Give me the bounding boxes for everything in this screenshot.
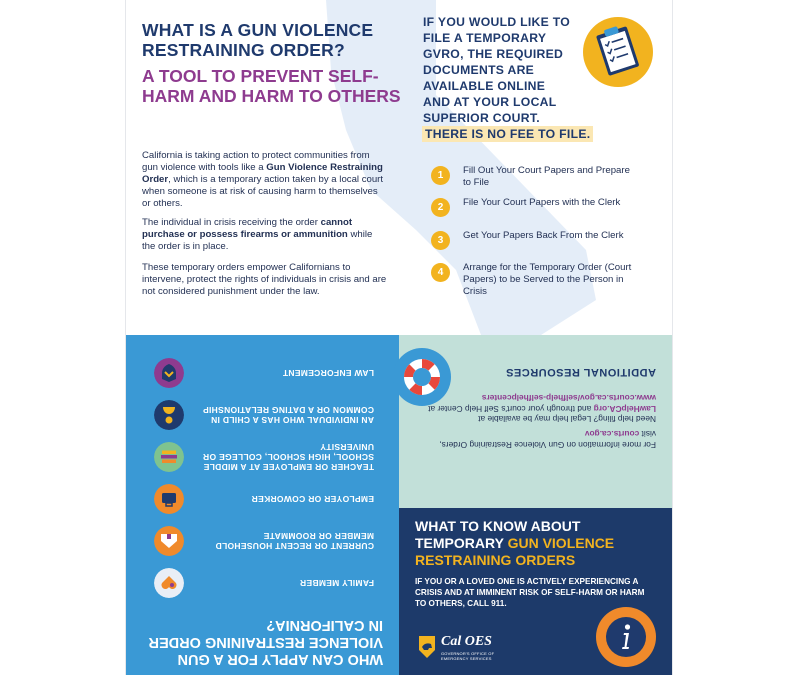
step-number-badge: 3 bbox=[431, 231, 450, 250]
step-text: Get Your Papers Back From the Clerk bbox=[463, 230, 624, 241]
lawhelp-link[interactable]: LawHelpCA.org bbox=[593, 404, 656, 414]
step-text: Arrange for the Temporary Order (Court Papers) to be Served to the Person in Crisis bbox=[463, 262, 632, 297]
clipboard-checklist-icon bbox=[582, 16, 654, 88]
petitioner-label: CURRENT OR RECENT HOUSEHOLD MEMBER OR ROOMMATE bbox=[215, 531, 374, 551]
briefcase-icon bbox=[154, 484, 184, 514]
petitioner-label: FAMILY MEMBER bbox=[299, 578, 374, 588]
step-text: Fill Out Your Court Papers and Prepare to File bbox=[463, 165, 630, 188]
additional-resources-panel bbox=[399, 335, 672, 508]
page-subtitle: A TOOL TO PREVENT SELF-HARM AND HARM TO OTHERS bbox=[142, 66, 401, 106]
house-icon bbox=[154, 526, 184, 556]
books-icon bbox=[154, 442, 184, 472]
step-number-badge: 1 bbox=[431, 166, 450, 185]
crisis-call-911-note: IF YOU OR A LOVED ONE IS ACTIVELY EXPERIENCING A CRISIS AND AT IMMINENT RISK OF SELF-HARM OR HARM TO OTHERS, CALL 911. bbox=[415, 577, 645, 608]
cal-oes-logo-subtitle: GOVERNOR'S OFFICE OF EMERGENCY SERVICES bbox=[441, 651, 495, 661]
page-title: WHAT IS A GUN VIOLENCE RESTRAINING ORDER? bbox=[142, 20, 374, 60]
step-text: File Your Court Papers with the Clerk bbox=[463, 197, 621, 208]
no-fee-note: THERE IS NO FEE TO FILE. bbox=[422, 126, 593, 142]
flyer-sheet bbox=[125, 0, 673, 675]
info-icon bbox=[596, 607, 656, 667]
self-help-center-link[interactable]: www.courts.ca.gov/selfhelp-selfhelpcenters bbox=[481, 393, 656, 404]
petitioner-law-enforcement bbox=[126, 355, 399, 391]
cal-oes-logo bbox=[417, 634, 517, 662]
police-badge-icon bbox=[154, 358, 184, 388]
people-icon bbox=[154, 400, 184, 430]
courts-link[interactable]: courts.ca.gov bbox=[584, 429, 640, 440]
life-buoy-icon bbox=[393, 348, 451, 406]
who-can-apply-panel bbox=[126, 335, 399, 675]
petitioner-employer bbox=[126, 481, 399, 517]
resources-paragraph-2: For more information on Gun Violence Restraining Orders, visit courts.ca.gov bbox=[439, 429, 656, 450]
intro-paragraph-3: These temporary orders empower Californians to intervene, protect the rights of individuals in crisis and are not considered punishment under the law. bbox=[142, 262, 387, 297]
family-heart-icon bbox=[154, 568, 184, 598]
cal-oes-bear-icon bbox=[417, 634, 437, 660]
what-to-know-heading: WHAT TO KNOW ABOUT TEMPORARY GUN VIOLENCE RESTRAINING ORDERS bbox=[415, 518, 615, 568]
petitioner-label: EMPLOYER OR COWORKER bbox=[251, 494, 374, 504]
cal-oes-logo-name: Cal OES bbox=[441, 634, 492, 649]
filing-heading: IF YOU WOULD LIKE TO FILE A TEMPORARY GVRO, THE REQUIRED DOCUMENTS ARE AVAILABLE ONLINE AND AT YOUR LOCAL SUPERIOR COURT. bbox=[423, 15, 571, 125]
petitioner-child-or-dating bbox=[126, 397, 399, 433]
additional-resources-heading: ADDITIONAL RESOURCES bbox=[505, 366, 656, 378]
who-can-apply-heading: WHO CAN APPLY FOR A GUN VIOLENCE RESTRAINING ORDER IN CALIFORNIA? bbox=[148, 617, 383, 667]
petitioner-household-member bbox=[126, 523, 399, 559]
petitioner-teacher bbox=[126, 439, 399, 475]
petitioner-label: LAW ENFORCEMENT bbox=[282, 368, 374, 378]
additional-resources-content bbox=[399, 335, 672, 508]
intro-paragraph-2: The individual in crisis receiving the order cannot purchase or possess firearms or ammunition while the order is in place. bbox=[142, 217, 373, 252]
petitioner-family-member bbox=[126, 565, 399, 601]
resources-paragraph-1: Need help filing? Legal help may be available at LawHelpCA.org and through your court's Self Help Center at www.courts.ca.gov/selfhelp-selfhelpcenters bbox=[428, 393, 656, 425]
petitioner-label: TEACHER OR EMPLOYEE AT A MIDDLE SCHOOL, HIGH SCHOOL, COLLEGE OR UNIVERSITY bbox=[202, 442, 374, 472]
petitioner-label: AN INDIVIDUAL WHO HAS A CHILD IN COMMON OR A DATING RELATIONSHIP bbox=[202, 405, 374, 425]
step-number-badge: 4 bbox=[431, 263, 450, 282]
who-can-apply-content bbox=[126, 335, 399, 675]
what-to-know-panel bbox=[399, 508, 672, 675]
intro-paragraph-1: California is taking action to protect communities from gun violence with tools like a Gun Violence Restraining Order, which is a temporary action taken by a local court when someone is at risk of causing harm to themselves or others. bbox=[142, 150, 384, 209]
step-number-badge: 2 bbox=[431, 198, 450, 217]
